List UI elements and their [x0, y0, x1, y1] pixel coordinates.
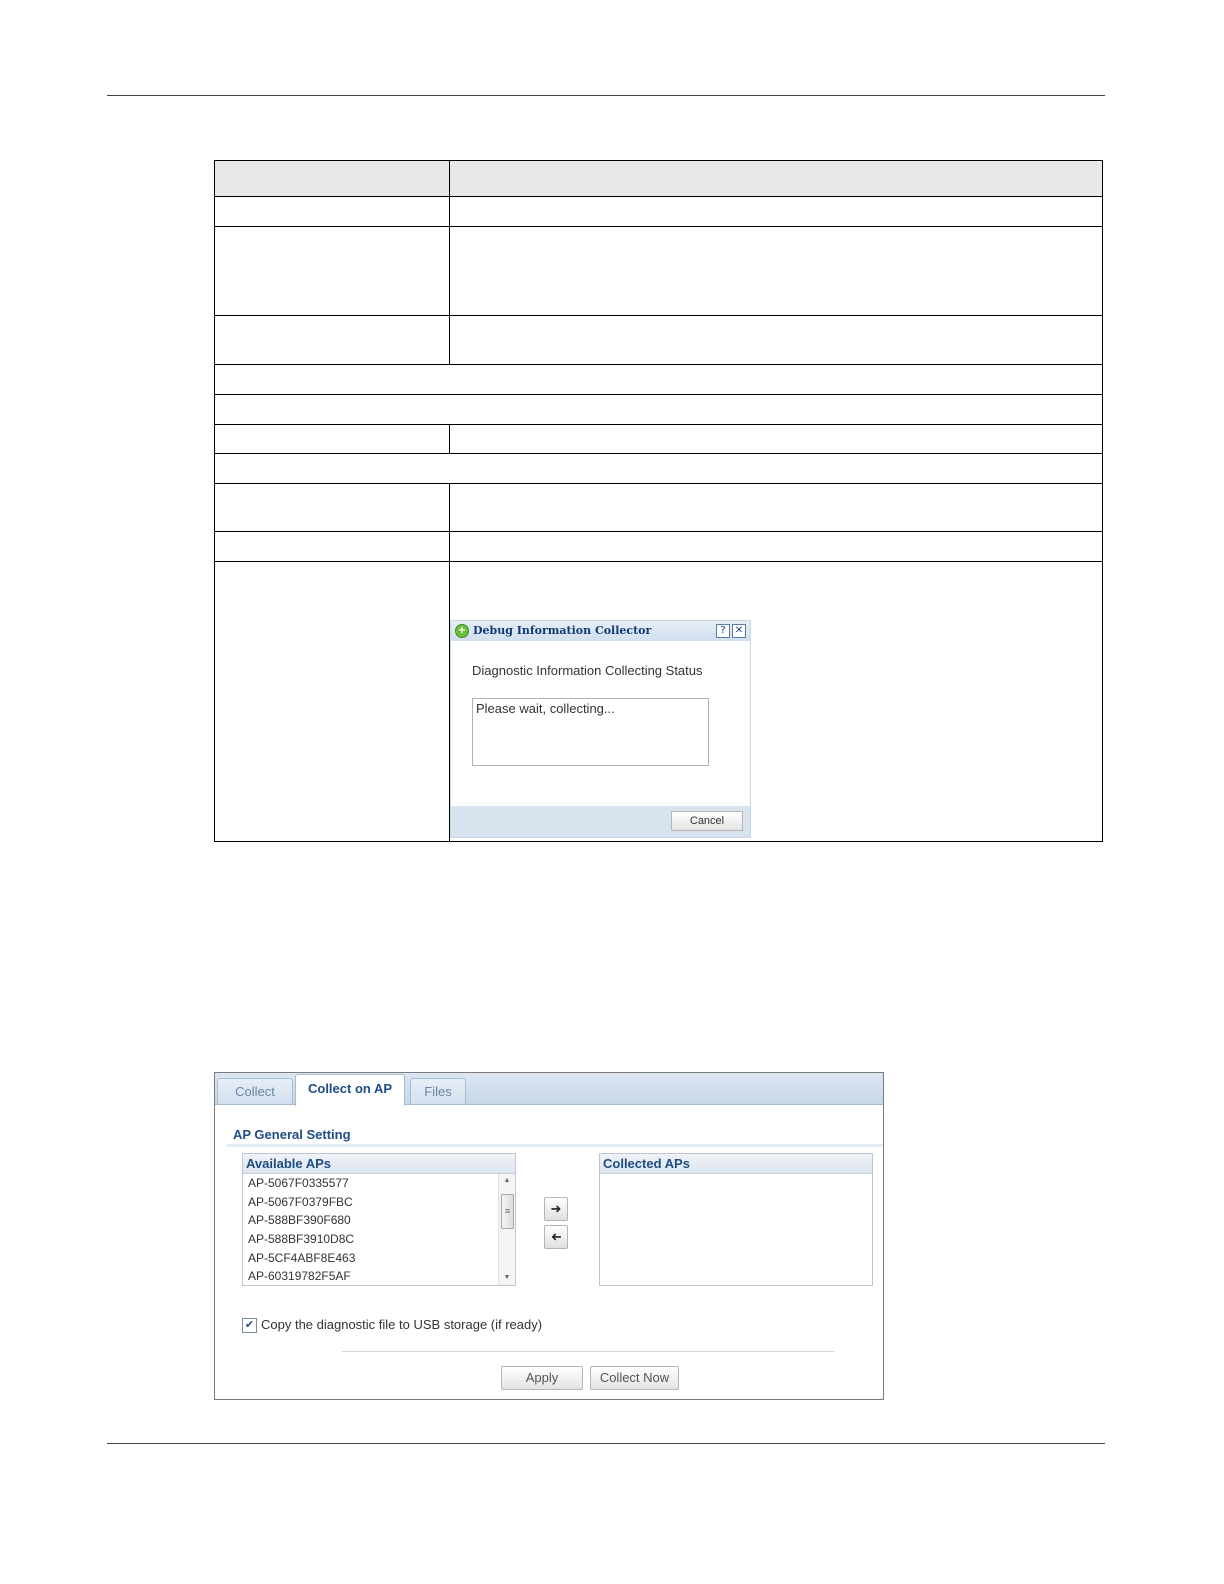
dialog-footer: [451, 806, 750, 837]
dialog-titlebar: [451, 621, 750, 641]
description-table: [214, 160, 1103, 842]
header-rule: [107, 95, 1105, 96]
table-row: [215, 227, 1103, 316]
table-row: [215, 562, 1103, 842]
tab-bar: [215, 1073, 883, 1105]
question-icon[interactable]: ?: [716, 624, 730, 638]
section-title: AP General Setting: [233, 1127, 351, 1142]
list-item[interactable]: AP-588BF390F680: [248, 1213, 351, 1228]
table-row: [215, 316, 1103, 365]
move-right-button[interactable]: [544, 1197, 568, 1221]
copy-usb-checkbox[interactable]: [242, 1318, 257, 1333]
footer-divider: [342, 1351, 835, 1352]
status-label: Diagnostic Information Collecting Status: [472, 663, 703, 678]
section-divider: [227, 1144, 883, 1147]
cancel-button[interactable]: Cancel: [671, 811, 743, 831]
scroll-thumb[interactable]: ≡: [501, 1194, 514, 1229]
tab-files[interactable]: Files: [410, 1078, 466, 1104]
dialog-title: Debug Information Collector: [473, 624, 652, 637]
move-left-button[interactable]: [544, 1225, 568, 1249]
list-item[interactable]: AP-60319782F5AF: [248, 1269, 351, 1284]
table-row: [215, 454, 1103, 484]
list-scrollbar[interactable]: [498, 1174, 515, 1285]
scroll-up-icon[interactable]: ▲: [503, 1177, 511, 1184]
table-row: [215, 395, 1103, 425]
checkmark-icon: ✔: [244, 1319, 255, 1331]
tab-collect[interactable]: Collect: [217, 1078, 293, 1104]
table-row: [215, 197, 1103, 227]
available-aps-items: [243, 1174, 515, 1286]
debug-collector-dialog: [450, 620, 751, 838]
table-row: [215, 532, 1103, 562]
collect-now-button[interactable]: Collect Now: [590, 1366, 679, 1390]
tab-collect-on-ap[interactable]: Collect on AP: [295, 1074, 405, 1106]
table-row: [215, 425, 1103, 454]
add-icon: +: [455, 624, 469, 638]
scroll-down-icon[interactable]: ▼: [503, 1274, 511, 1281]
table-row: [215, 365, 1103, 395]
list-item[interactable]: AP-5067F0335577: [248, 1176, 349, 1190]
collect-on-ap-panel: [214, 1072, 884, 1400]
available-aps-list[interactable]: [242, 1153, 516, 1286]
available-aps-header: Available APs: [243, 1154, 515, 1174]
collected-aps-list[interactable]: [599, 1153, 873, 1286]
copy-usb-label: Copy the diagnostic file to USB storage (if ready): [261, 1317, 543, 1332]
footer-rule: [107, 1443, 1105, 1444]
close-icon[interactable]: ✕: [732, 624, 746, 638]
list-item[interactable]: AP-5067F0379FBC: [248, 1194, 353, 1209]
status-textarea[interactable]: Please wait, collecting...: [472, 698, 709, 766]
apply-button[interactable]: Apply: [501, 1366, 583, 1390]
table-row: [215, 484, 1103, 532]
table-header-row: [215, 161, 1103, 197]
list-item[interactable]: AP-588BF3910D8C: [248, 1232, 355, 1247]
arrow-right-icon: ➜: [550, 1201, 562, 1216]
list-item[interactable]: AP-5CF4ABF8E463: [248, 1250, 356, 1265]
collected-aps-header: Collected APs: [600, 1154, 872, 1174]
arrow-left-icon: ➜: [550, 1229, 562, 1244]
